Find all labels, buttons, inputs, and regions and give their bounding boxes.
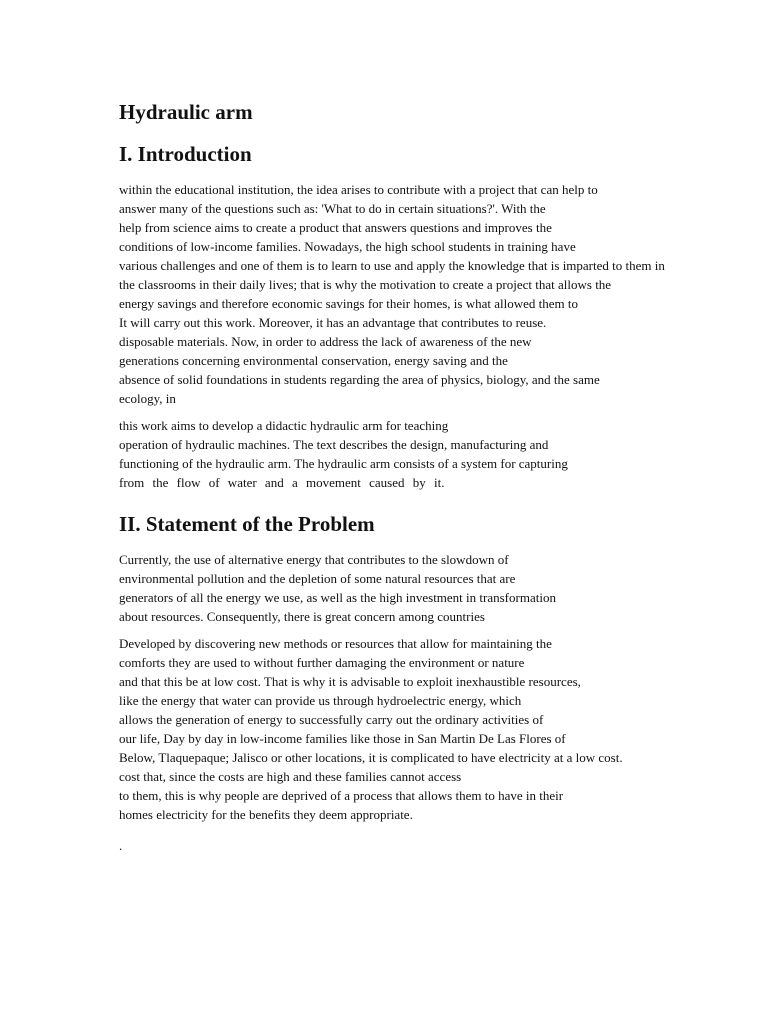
section-heading-introduction: I. Introduction xyxy=(119,142,252,166)
text-line: ecology, in xyxy=(119,391,176,406)
problem-paragraph-1 xyxy=(119,550,719,626)
text-line: this work aims to develop a didactic hydraulic arm for teaching xyxy=(119,418,449,433)
text-line: disposable materials. Now, in order to address the lack of awareness of the new xyxy=(119,334,532,349)
introduction-paragraph-1 xyxy=(119,180,719,408)
text-line: within the educational institution, the idea arises to contribute with a project that can help to xyxy=(119,182,598,197)
text-line: the classrooms in their daily lives; that is why the motivation to create a project that allows the xyxy=(119,277,612,292)
text-line: Developed by discovering new methods or resources that allow for maintaining the xyxy=(119,636,552,651)
text-line: from the flow of water and a movement caused by it. xyxy=(119,475,445,490)
text-line: Currently, the use of alternative energy that contributes to the slowdown of xyxy=(119,552,509,567)
text-line: generators of all the energy we use, as well as the high investment in transformation xyxy=(119,590,556,605)
section-heading-statement-of-problem: II. Statement of the Problem xyxy=(119,512,375,536)
text-line: our life, Day by day in low-income families like those in San Martin De Las Flores of xyxy=(119,731,566,746)
text-line: energy savings and therefore economic savings for their homes, is what allowed them to xyxy=(119,296,578,311)
text-line: various challenges and one of them is to learn to use and apply the knowledge that is imparted to them in xyxy=(119,258,665,273)
problem-paragraph-2 xyxy=(119,634,719,824)
introduction-paragraph-2 xyxy=(119,416,719,492)
text-line: Below, Tlaquepaque; Jalisco or other locations, it is complicated to have electricity at a low cost. xyxy=(119,750,623,765)
text-line: to them, this is why people are deprived of a process that allows them to have in their xyxy=(119,788,564,803)
text-line: help from science aims to create a product that answers questions and improves the xyxy=(119,220,552,235)
document-page xyxy=(119,98,719,855)
text-line: functioning of the hydraulic arm. The hydraulic arm consists of a system for capturing xyxy=(119,456,568,471)
text-line: cost that, since the costs are high and these families cannot access xyxy=(119,769,462,784)
trailing-mark: . xyxy=(119,838,123,853)
text-line: generations concerning environmental conservation, energy saving and the xyxy=(119,353,508,368)
document-title: Hydraulic arm xyxy=(119,100,253,124)
text-line: homes electricity for the benefits they deem appropriate. xyxy=(119,807,413,822)
text-line: operation of hydraulic machines. The text describes the design, manufacturing and xyxy=(119,437,549,452)
text-line: and that this be at low cost. That is why it is advisable to exploit inexhaustible resources, xyxy=(119,674,581,689)
text-line: environmental pollution and the depletion of some natural resources that are xyxy=(119,571,516,586)
text-line: conditions of low-income families. Nowadays, the high school students in training have xyxy=(119,239,576,254)
text-line: allows the generation of energy to successfully carry out the ordinary activities of xyxy=(119,712,544,727)
text-line: absence of solid foundations in students regarding the area of physics, biology, and the same xyxy=(119,372,600,387)
text-line: answer many of the questions such as: 'What to do in certain situations?'. With the xyxy=(119,201,546,216)
text-line: like the energy that water can provide us through hydroelectric energy, which xyxy=(119,693,522,708)
text-line: comforts they are used to without further damaging the environment or nature xyxy=(119,655,525,670)
text-line: It will carry out this work. Moreover, it has an advantage that contributes to reuse. xyxy=(119,315,547,330)
text-line: about resources. Consequently, there is great concern among countries xyxy=(119,609,485,624)
